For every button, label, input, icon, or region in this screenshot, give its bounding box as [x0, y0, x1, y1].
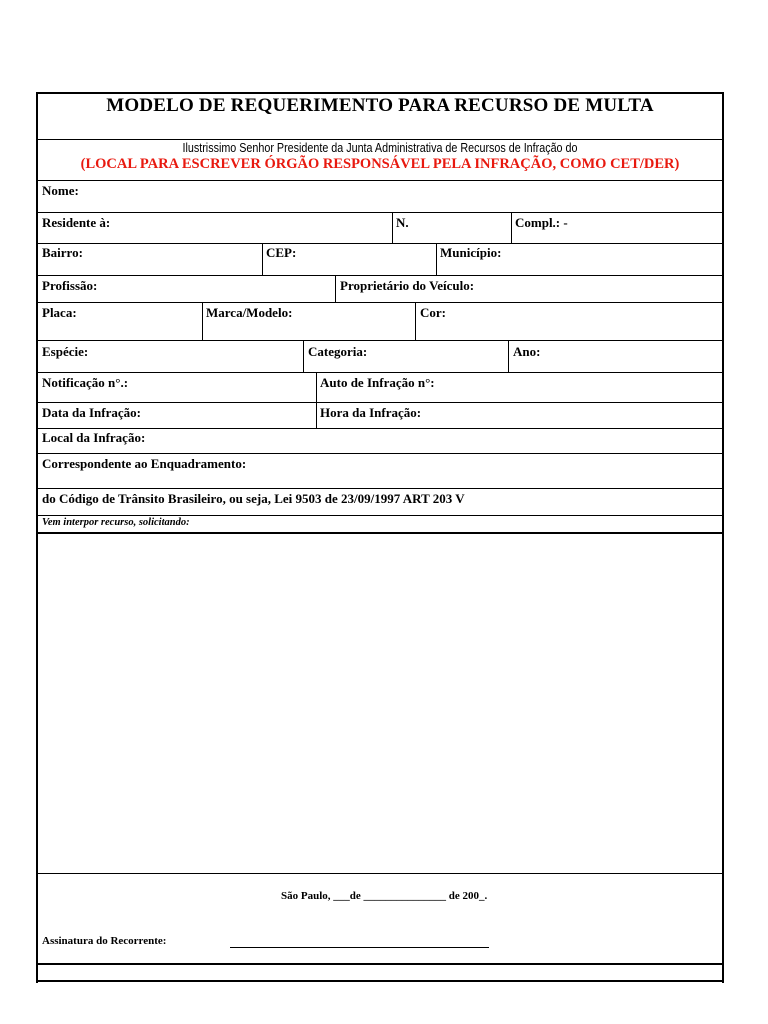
profissao-label: Profissão: [42, 278, 98, 293]
complemento-label: Compl.: - [515, 215, 568, 230]
auto-infracao-label: Auto de Infração n°: [320, 375, 435, 390]
divider [415, 302, 416, 340]
enquadramento-label: Correspondente ao Enquadramento: [42, 456, 247, 471]
proprietario-label: Proprietário do Veículo: [340, 278, 475, 293]
hora-infracao-label: Hora da Infração: [320, 405, 422, 420]
nome-label: Nome: [42, 183, 79, 198]
municipio-label: Município: [440, 245, 502, 260]
divider [38, 873, 722, 874]
signature-line[interactable] [230, 947, 489, 948]
divider [262, 243, 263, 275]
cor-label: Cor: [420, 305, 446, 320]
local-infracao-label: Local da Infração: [42, 430, 146, 445]
bairro-label: Bairro: [42, 245, 83, 260]
divider [38, 180, 722, 181]
organ-placeholder: (LOCAL PARA ESCREVER ÓRGÃO RESPONSÁVEL PELA INFRAÇÃO, COMO CET/DER) [80, 156, 680, 172]
divider [38, 243, 722, 244]
appeal-form [36, 92, 724, 983]
form-top-border [38, 92, 722, 94]
ano-label: Ano: [513, 344, 541, 359]
data-infracao-label: Data da Infração: [42, 405, 141, 420]
divider [38, 428, 722, 429]
divider [38, 488, 722, 489]
residente-label: Residente à: [42, 215, 111, 230]
form-bottom-border [38, 980, 722, 982]
codigo-transito-text: do Código de Trânsito Brasileiro, ou seja, Lei 9503 de 23/09/1997 ART 203 V [42, 491, 465, 506]
especie-label: Espécie: [42, 344, 89, 359]
recurso-label: Vem interpor recurso, solicitando: [42, 517, 190, 528]
divider [38, 963, 722, 965]
divider [38, 515, 722, 516]
appeal-text-area[interactable] [38, 534, 722, 872]
local-data-line: São Paulo, ___de _______________ de 200_. [281, 890, 488, 902]
divider [436, 243, 437, 275]
divider [508, 340, 509, 372]
numero-label: N. [396, 215, 409, 230]
divider [38, 302, 722, 303]
form-title: MODELO DE REQUERIMENTO PARA RECURSO DE MULTA [106, 95, 654, 116]
divider [38, 340, 722, 341]
divider [303, 340, 304, 372]
divider [38, 372, 722, 373]
divider [38, 402, 722, 403]
addressee-text: Ilustrissimo Senhor Presidente da Junta Administrativa de Recursos de Infração do [182, 141, 578, 155]
divider [316, 372, 317, 428]
divider [38, 453, 722, 454]
notificacao-label: Notificação n°.: [42, 375, 129, 390]
placa-label: Placa: [42, 305, 77, 320]
divider [38, 139, 722, 140]
divider [38, 275, 722, 276]
divider [511, 212, 512, 243]
divider [202, 302, 203, 340]
divider [335, 275, 336, 302]
categoria-label: Categoria: [308, 344, 368, 359]
marca-modelo-label: Marca/Modelo: [206, 305, 293, 320]
divider [38, 212, 722, 213]
cep-label: CEP: [266, 245, 297, 260]
divider [392, 212, 393, 243]
assinatura-label: Assinatura do Recorrente: [42, 935, 167, 947]
